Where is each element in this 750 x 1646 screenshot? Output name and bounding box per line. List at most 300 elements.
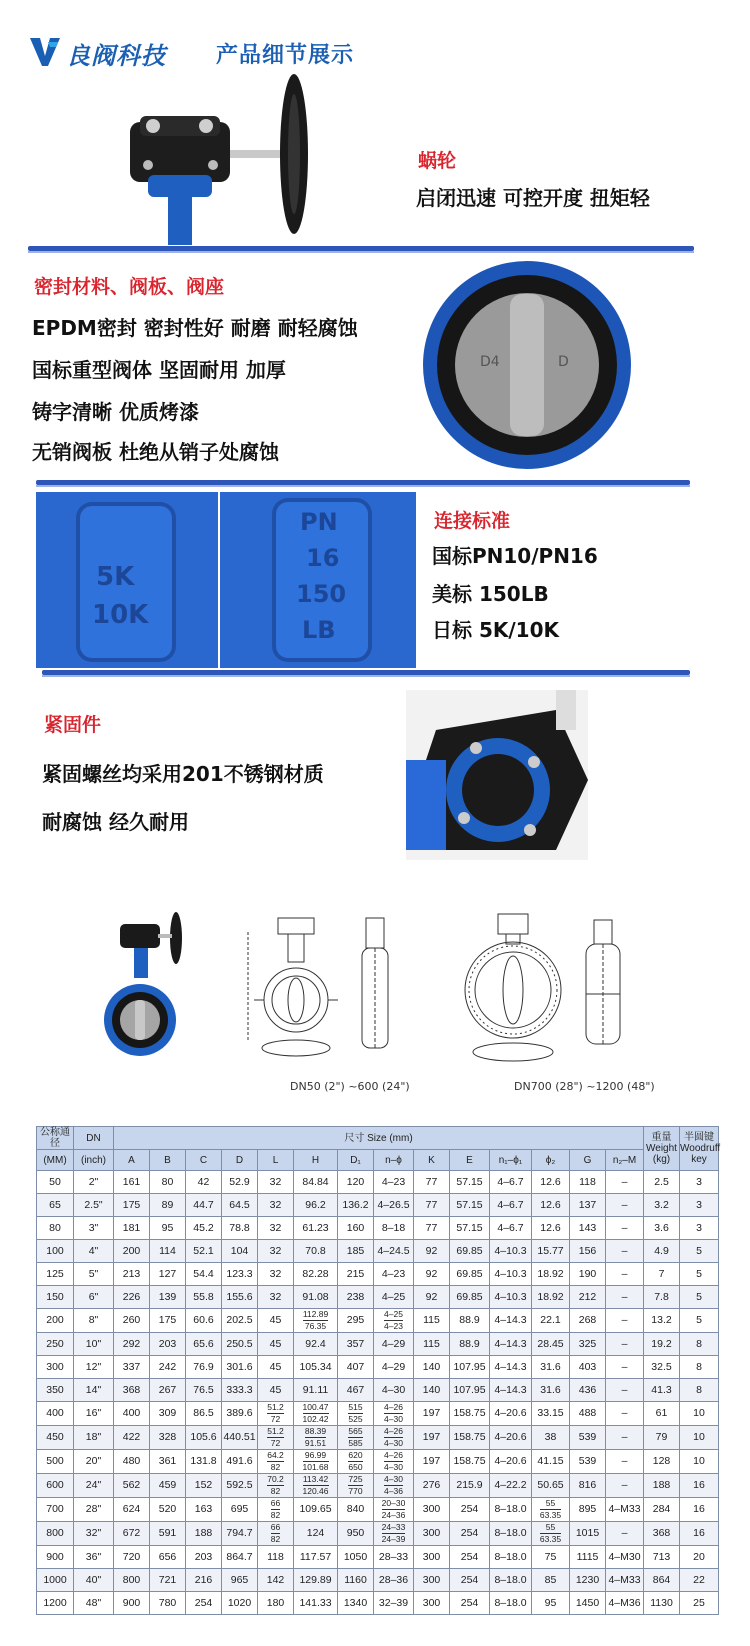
table-cell: 197 — [414, 1402, 450, 1426]
table-cell: 864.7 — [222, 1546, 258, 1569]
table-cell: $\frac{4-25}{4-23}$ — [374, 1309, 414, 1333]
table-cell: 32 — [258, 1171, 294, 1194]
table-cell: 4–6.7 — [490, 1194, 532, 1217]
table-cell: 65.6 — [186, 1333, 222, 1356]
drawing-caption-large: DN700 (28") ~1200 (48") — [514, 1080, 655, 1093]
table-cell: $\frac{4-26}{4-30}$ — [374, 1426, 414, 1450]
table-cell: $\frac{51.2}{72}$ — [258, 1426, 294, 1450]
table-cell: 45 — [258, 1379, 294, 1402]
table-cell: 1050 — [338, 1546, 374, 1569]
table-cell: 137 — [570, 1194, 606, 1217]
table-cell: 92 — [414, 1240, 450, 1263]
table-cell: 20 — [680, 1546, 719, 1569]
table-cell: 254 — [450, 1592, 490, 1615]
header-col: H — [294, 1150, 338, 1171]
dimension-drawing-large — [446, 910, 646, 1070]
table-cell: 3 — [680, 1217, 719, 1240]
table-cell: 185 — [338, 1240, 374, 1263]
fastener-photo — [406, 690, 588, 860]
table-cell: 250 — [37, 1333, 74, 1356]
table-cell: 52.1 — [186, 1240, 222, 1263]
table-cell: 139 — [150, 1286, 186, 1309]
table-cell: 4–29 — [374, 1333, 414, 1356]
table-cell: 1020 — [222, 1592, 258, 1615]
table-cell: 284 — [644, 1498, 680, 1522]
table-cell: 900 — [114, 1592, 150, 1615]
table-row — [37, 1171, 719, 1194]
table-cell: – — [606, 1356, 644, 1379]
table-cell: 700 — [37, 1498, 74, 1522]
table-cell: 32 — [258, 1263, 294, 1286]
cast-mark-photo-right — [220, 492, 416, 668]
table-cell: 18.92 — [532, 1263, 570, 1286]
table-cell: 91.11 — [294, 1379, 338, 1402]
table-cell: 50.65 — [532, 1474, 570, 1498]
table-cell: 45.2 — [186, 1217, 222, 1240]
table-cell: 4–6.7 — [490, 1171, 532, 1194]
header-weight: 重量 Weight (kg) — [644, 1127, 680, 1171]
table-cell: 592.5 — [222, 1474, 258, 1498]
table-cell: 8–18.0 — [490, 1522, 532, 1546]
table-cell: $\frac{112.89}{76.35}$ — [294, 1309, 338, 1333]
table-cell: $\frac{620}{650}$ — [338, 1450, 374, 1474]
table-cell: 2" — [74, 1171, 114, 1194]
table-cell: 300 — [414, 1569, 450, 1592]
table-cell: 254 — [450, 1522, 490, 1546]
table-cell: 107.95 — [450, 1356, 490, 1379]
table-cell: 260 — [114, 1309, 150, 1333]
table-cell: 92.4 — [294, 1333, 338, 1356]
table-cell: 125 — [37, 1263, 74, 1286]
cast-text-lb: LB — [302, 616, 336, 644]
table-cell: – — [606, 1171, 644, 1194]
table-cell: $\frac{66}{82}$ — [258, 1498, 294, 1522]
table-cell: 4–M33 — [606, 1498, 644, 1522]
table-cell: 69.85 — [450, 1240, 490, 1263]
table-cell: 400 — [37, 1402, 74, 1426]
table-cell: 4–M36 — [606, 1592, 644, 1615]
table-cell: 129.89 — [294, 1569, 338, 1592]
page-subtitle: 产品细节展示 — [216, 43, 355, 68]
table-cell: 5 — [680, 1286, 719, 1309]
table-cell: 105.6 — [186, 1426, 222, 1450]
table-cell: 107.95 — [450, 1379, 490, 1402]
table-cell: 175 — [114, 1194, 150, 1217]
header-col: A — [114, 1150, 150, 1171]
table-cell: 12.6 — [532, 1171, 570, 1194]
table-cell: 14" — [74, 1379, 114, 1402]
table-cell: 57.15 — [450, 1194, 490, 1217]
table-cell: 459 — [150, 1474, 186, 1498]
table-cell: 4–10.3 — [490, 1240, 532, 1263]
table-cell: $\frac{55}{63.35}$ — [532, 1522, 570, 1546]
header-col: L — [258, 1150, 294, 1171]
worm-gear-feature: 启闭迅速 可控开度 扭矩轻 — [416, 186, 650, 210]
table-cell: 4–14.3 — [490, 1333, 532, 1356]
table-cell: 203 — [150, 1333, 186, 1356]
header-col: D₁ — [338, 1150, 374, 1171]
cast-text-pn: PN — [300, 508, 338, 536]
table-cell: $\frac{20-30}{24-36}$ — [374, 1498, 414, 1522]
table-cell: 4–23 — [374, 1263, 414, 1286]
table-row — [37, 1240, 719, 1263]
table-cell: 127 — [150, 1263, 186, 1286]
table-cell: 1230 — [570, 1569, 606, 1592]
table-cell: 407 — [338, 1356, 374, 1379]
table-cell: 10" — [74, 1333, 114, 1356]
table-cell: 76.5 — [186, 1379, 222, 1402]
table-cell: – — [606, 1379, 644, 1402]
table-cell: 88.9 — [450, 1333, 490, 1356]
table-row — [37, 1356, 719, 1379]
table-cell: $\frac{51.2}{72}$ — [258, 1402, 294, 1426]
table-cell: 131.8 — [186, 1450, 222, 1474]
table-cell: 95 — [532, 1592, 570, 1615]
table-row — [37, 1592, 719, 1615]
table-row — [37, 1402, 719, 1426]
table-cell: 12.6 — [532, 1194, 570, 1217]
seal-line-3: 铸字清晰 优质烤漆 — [32, 400, 199, 424]
table-cell: 25 — [680, 1592, 719, 1615]
table-cell: – — [606, 1240, 644, 1263]
table-cell: 32.5 — [644, 1356, 680, 1379]
table-row — [37, 1217, 719, 1240]
table-cell: 31.6 — [532, 1356, 570, 1379]
table-cell: 158.75 — [450, 1426, 490, 1450]
connection-line-3: 日标 5K/10K — [432, 618, 560, 642]
table-cell: 88.9 — [450, 1309, 490, 1333]
table-row — [37, 1450, 719, 1474]
table-cell: 325 — [570, 1333, 606, 1356]
table-cell: 695 — [222, 1498, 258, 1522]
table-cell: 13.2 — [644, 1309, 680, 1333]
header-nominal: 公称通径 — [37, 1127, 74, 1150]
table-cell: 480 — [114, 1450, 150, 1474]
table-cell: 4–14.3 — [490, 1356, 532, 1379]
table-cell: 188 — [644, 1474, 680, 1498]
table-cell: 16" — [74, 1402, 114, 1426]
connection-line-1: 国标PN10/PN16 — [432, 544, 598, 568]
table-cell: 295 — [338, 1309, 374, 1333]
table-cell: – — [606, 1194, 644, 1217]
table-cell: 1450 — [570, 1592, 606, 1615]
table-row — [37, 1569, 719, 1592]
table-cell: 152 — [186, 1474, 222, 1498]
table-cell: 4–14.3 — [490, 1309, 532, 1333]
header-dn: DN — [74, 1127, 114, 1150]
table-cell: 337 — [114, 1356, 150, 1379]
table-cell: 70.8 — [294, 1240, 338, 1263]
table-cell: $\frac{4-26}{4-30}$ — [374, 1402, 414, 1426]
table-cell: 488 — [570, 1402, 606, 1426]
cast-text-10k: 10K — [92, 600, 149, 630]
table-cell: 864 — [644, 1569, 680, 1592]
table-cell: 895 — [570, 1498, 606, 1522]
table-cell: 213 — [114, 1263, 150, 1286]
table-cell: 226 — [114, 1286, 150, 1309]
table-cell: 120 — [338, 1171, 374, 1194]
table-cell: 800 — [37, 1522, 74, 1546]
table-cell: 91.08 — [294, 1286, 338, 1309]
table-cell: $\frac{4-26}{4-30}$ — [374, 1450, 414, 1474]
table-cell: 57.15 — [450, 1171, 490, 1194]
table-cell: – — [606, 1309, 644, 1333]
table-row — [37, 1474, 719, 1498]
table-cell: 80 — [150, 1171, 186, 1194]
table-cell: 28" — [74, 1498, 114, 1522]
table-cell: 8–18.0 — [490, 1569, 532, 1592]
table-cell: 175 — [150, 1309, 186, 1333]
seal-title: 密封材料、阀板、阀座 — [34, 276, 225, 298]
table-cell: 624 — [114, 1498, 150, 1522]
header-col: E — [450, 1150, 490, 1171]
table-cell: 100 — [37, 1240, 74, 1263]
table-cell: 436 — [570, 1379, 606, 1402]
table-cell: – — [606, 1426, 644, 1450]
table-cell: 10 — [680, 1450, 719, 1474]
table-cell: 41.15 — [532, 1450, 570, 1474]
table-cell: 28–33 — [374, 1546, 414, 1569]
table-cell: 292 — [114, 1333, 150, 1356]
section-divider — [28, 246, 694, 251]
table-cell: 1130 — [644, 1592, 680, 1615]
table-cell: 4–20.6 — [490, 1450, 532, 1474]
table-cell: 4" — [74, 1240, 114, 1263]
table-cell: – — [606, 1286, 644, 1309]
section-divider — [42, 670, 690, 675]
header-key: 半圆键 Woodruff key — [680, 1127, 719, 1171]
table-cell: 1115 — [570, 1546, 606, 1569]
drawing-caption-small: DN50 (2") ~600 (24") — [290, 1080, 410, 1093]
table-cell: 238 — [338, 1286, 374, 1309]
valve-product-photo — [104, 910, 194, 1060]
table-cell: 123.3 — [222, 1263, 258, 1286]
table-cell: – — [606, 1450, 644, 1474]
table-row — [37, 1426, 719, 1450]
table-cell: 5" — [74, 1263, 114, 1286]
table-cell: 32 — [258, 1286, 294, 1309]
table-cell: 8" — [74, 1309, 114, 1333]
table-cell: 45 — [258, 1356, 294, 1379]
table-cell: 300 — [414, 1592, 450, 1615]
table-cell: 55.8 — [186, 1286, 222, 1309]
table-cell: 158.75 — [450, 1402, 490, 1426]
table-cell: 4.9 — [644, 1240, 680, 1263]
table-cell: 400 — [114, 1402, 150, 1426]
table-cell: – — [606, 1474, 644, 1498]
table-row — [37, 1286, 719, 1309]
table-cell: 8–18 — [374, 1217, 414, 1240]
table-cell: $\frac{113.42}{120.46}$ — [294, 1474, 338, 1498]
header-col: D — [222, 1150, 258, 1171]
table-row — [37, 1498, 719, 1522]
table-cell: 450 — [37, 1426, 74, 1450]
cast-mark-photo-left — [36, 492, 218, 668]
header-col: C — [186, 1150, 222, 1171]
table-cell: 38 — [532, 1426, 570, 1450]
table-cell: 357 — [338, 1333, 374, 1356]
table-cell: 188 — [186, 1522, 222, 1546]
table-cell: 57.15 — [450, 1217, 490, 1240]
table-cell: 160 — [338, 1217, 374, 1240]
table-cell: 32" — [74, 1522, 114, 1546]
table-cell: 242 — [150, 1356, 186, 1379]
table-cell: 8 — [680, 1379, 719, 1402]
table-cell: 1200 — [37, 1592, 74, 1615]
table-cell: 80 — [37, 1217, 74, 1240]
table-cell: 7.8 — [644, 1286, 680, 1309]
table-cell: – — [606, 1333, 644, 1356]
table-cell: 92 — [414, 1263, 450, 1286]
table-cell: 403 — [570, 1356, 606, 1379]
header-col: ϕ₂ — [532, 1150, 570, 1171]
table-cell: 800 — [114, 1569, 150, 1592]
table-cell: 309 — [150, 1402, 186, 1426]
table-cell: 109.65 — [294, 1498, 338, 1522]
table-cell: – — [606, 1217, 644, 1240]
table-cell: 61.23 — [294, 1217, 338, 1240]
table-cell: 4–30 — [374, 1379, 414, 1402]
cast-text-16: 16 — [306, 544, 340, 572]
spec-table — [36, 1126, 719, 1615]
table-cell: 4–M30 — [606, 1546, 644, 1569]
valve-disc-photo — [418, 256, 636, 474]
table-cell: 104 — [222, 1240, 258, 1263]
table-cell: 114 — [150, 1240, 186, 1263]
table-cell: 900 — [37, 1546, 74, 1569]
table-cell: 118 — [258, 1546, 294, 1569]
table-cell: 65 — [37, 1194, 74, 1217]
table-cell: 32 — [258, 1194, 294, 1217]
table-cell: 60.6 — [186, 1309, 222, 1333]
table-cell: 143 — [570, 1217, 606, 1240]
table-cell: 142 — [258, 1569, 294, 1592]
brand-logo-icon — [28, 34, 62, 68]
table-cell: 4–20.6 — [490, 1402, 532, 1426]
table-cell: 1000 — [37, 1569, 74, 1592]
table-cell: 78.8 — [222, 1217, 258, 1240]
table-cell: 161 — [114, 1171, 150, 1194]
table-cell: $\frac{24-33}{24-39}$ — [374, 1522, 414, 1546]
header-col: K — [414, 1150, 450, 1171]
table-cell: 42 — [186, 1171, 222, 1194]
table-cell: 32 — [258, 1240, 294, 1263]
table-cell: 48" — [74, 1592, 114, 1615]
table-cell: 61 — [644, 1402, 680, 1426]
svg-text:D: D — [558, 354, 569, 370]
table-cell: 600 — [37, 1474, 74, 1498]
table-cell: 816 — [570, 1474, 606, 1498]
table-cell: 96.2 — [294, 1194, 338, 1217]
table-cell: $\frac{100.47}{102.42}$ — [294, 1402, 338, 1426]
table-cell: 200 — [114, 1240, 150, 1263]
table-cell: 794.7 — [222, 1522, 258, 1546]
cast-text-5k: 5K — [96, 562, 135, 592]
table-cell: 4–10.3 — [490, 1263, 532, 1286]
table-cell: 301.6 — [222, 1356, 258, 1379]
table-cell: 77 — [414, 1194, 450, 1217]
table-row — [37, 1263, 719, 1286]
header-col: (inch) — [74, 1150, 114, 1171]
table-cell: 216 — [186, 1569, 222, 1592]
table-cell: 115 — [414, 1309, 450, 1333]
table-cell: 4–24.5 — [374, 1240, 414, 1263]
fastener-line-1: 紧固螺丝均采用201不锈钢材质 — [42, 762, 324, 786]
table-cell: 140 — [414, 1356, 450, 1379]
table-cell: 950 — [338, 1522, 374, 1546]
table-cell: 117.57 — [294, 1546, 338, 1569]
fastener-title: 紧固件 — [44, 714, 102, 736]
table-cell: 163 — [186, 1498, 222, 1522]
table-cell: 181 — [114, 1217, 150, 1240]
table-cell: 45 — [258, 1309, 294, 1333]
header-col: n–ϕ — [374, 1150, 414, 1171]
table-cell: 267 — [150, 1379, 186, 1402]
table-cell: 136.2 — [338, 1194, 374, 1217]
table-cell: 79 — [644, 1426, 680, 1450]
table-cell: 215 — [338, 1263, 374, 1286]
table-row — [37, 1546, 719, 1569]
seal-line-1: EPDM密封 密封性好 耐磨 耐轻腐蚀 — [32, 316, 358, 340]
table-cell: $\frac{88.39}{91.51}$ — [294, 1426, 338, 1450]
fastener-line-2: 耐腐蚀 经久耐用 — [42, 810, 189, 834]
table-cell: $\frac{64.2}{82}$ — [258, 1450, 294, 1474]
table-cell: 250.5 — [222, 1333, 258, 1356]
table-cell: 368 — [114, 1379, 150, 1402]
table-cell: 300 — [414, 1498, 450, 1522]
table-cell: 10 — [680, 1402, 719, 1426]
table-cell: 4–23 — [374, 1171, 414, 1194]
table-cell: 8–18.0 — [490, 1498, 532, 1522]
connection-line-2: 美标 150LB — [432, 582, 549, 606]
table-cell: 562 — [114, 1474, 150, 1498]
table-cell: 45 — [258, 1333, 294, 1356]
table-cell: 156 — [570, 1240, 606, 1263]
table-cell: 3 — [680, 1171, 719, 1194]
table-cell: 268 — [570, 1309, 606, 1333]
table-cell: 591 — [150, 1522, 186, 1546]
table-cell: – — [606, 1263, 644, 1286]
section-divider — [36, 480, 690, 485]
table-cell: 3.6 — [644, 1217, 680, 1240]
table-cell: 300 — [37, 1356, 74, 1379]
seal-line-4: 无销阀板 杜绝从销子处腐蚀 — [32, 440, 279, 464]
table-cell: 520 — [150, 1498, 186, 1522]
table-cell: 3 — [680, 1194, 719, 1217]
table-cell: 28–36 — [374, 1569, 414, 1592]
table-cell: 140 — [414, 1379, 450, 1402]
table-cell: 32–39 — [374, 1592, 414, 1615]
table-cell: 350 — [37, 1379, 74, 1402]
table-cell: 328 — [150, 1426, 186, 1450]
table-cell: $\frac{66}{82}$ — [258, 1522, 294, 1546]
table-cell: 539 — [570, 1426, 606, 1450]
table-cell: 4–20.6 — [490, 1426, 532, 1450]
table-cell: 76.9 — [186, 1356, 222, 1379]
table-cell: 32 — [258, 1217, 294, 1240]
table-cell: 77 — [414, 1217, 450, 1240]
table-cell: 254 — [450, 1569, 490, 1592]
table-cell: 36" — [74, 1546, 114, 1569]
table-cell: 202.5 — [222, 1309, 258, 1333]
table-cell: 77 — [414, 1171, 450, 1194]
seal-line-2: 国标重型阀体 坚固耐用 加厚 — [32, 358, 286, 382]
table-cell: 720 — [114, 1546, 150, 1569]
table-cell: 3.2 — [644, 1194, 680, 1217]
table-cell: 713 — [644, 1546, 680, 1569]
table-cell: 5 — [680, 1240, 719, 1263]
table-cell: 300 — [414, 1546, 450, 1569]
